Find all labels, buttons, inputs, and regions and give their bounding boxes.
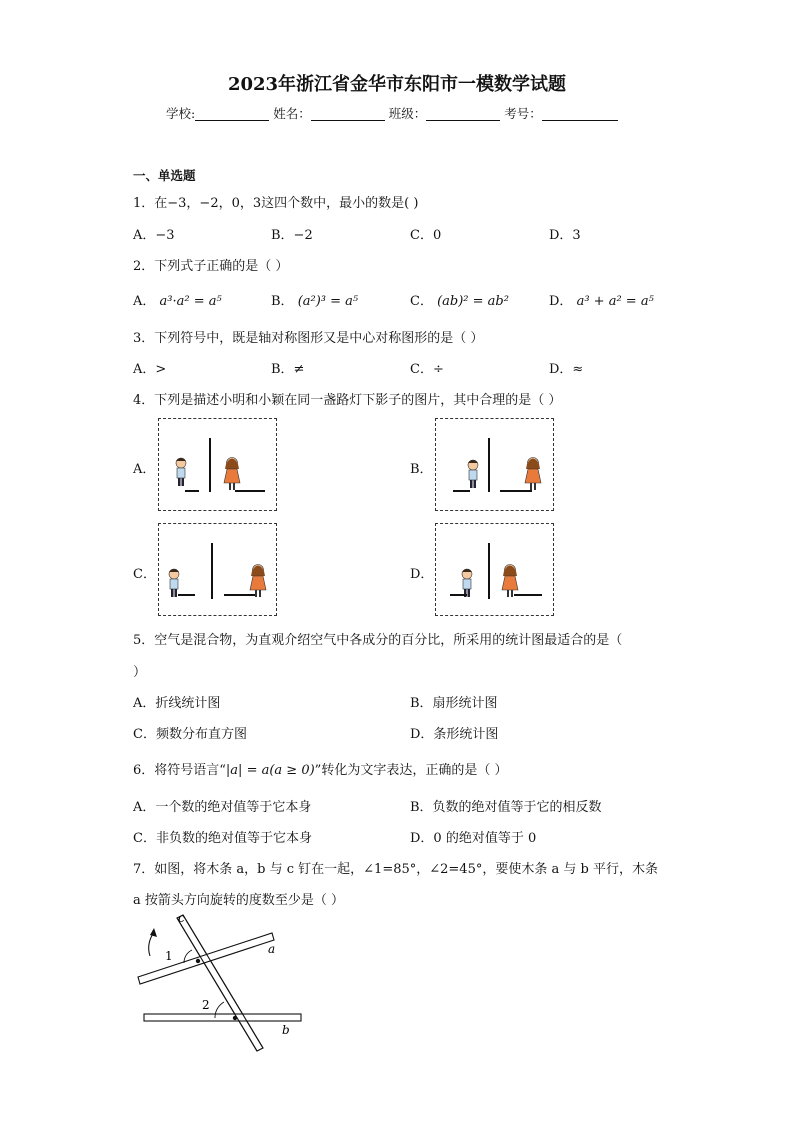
q2-option-a-label: A． (133, 294, 156, 309)
q6-stem-post: ”转化为文字表达，正确的是（ ） (314, 763, 508, 778)
q1-option-b[interactable]: B．−2 (271, 228, 313, 243)
streetlight-scene-c (159, 524, 278, 617)
girl-icon (525, 458, 541, 491)
q4-figure-b[interactable] (435, 418, 554, 511)
question-1-stem: 1．在−3，−2，0，3这四个数中，最小的数是( ) (133, 196, 419, 211)
label-a: a (268, 942, 276, 956)
q5-option-c[interactable]: C．频数分布直方图 (133, 727, 247, 742)
q6-option-d[interactable]: D．0 的绝对值等于 0 (410, 831, 537, 846)
exam-title: 2023年浙江省金华市东阳市一模数学试题 (227, 74, 567, 95)
q3-option-c[interactable]: C．÷ (410, 362, 444, 377)
question-7-stem-line2: a 按箭头方向旋转的度数至少是（ ） (133, 893, 345, 908)
q4-option-a[interactable]: A． (133, 462, 156, 477)
q3-option-d[interactable]: D．≈ (549, 362, 584, 377)
q1-option-a[interactable]: A．−3 (133, 228, 175, 243)
q4-figure-c[interactable] (158, 523, 277, 616)
q2-option-c[interactable] (410, 290, 509, 309)
q2-option-d[interactable] (549, 290, 654, 309)
q6-stem-pre: 6．将符号语言“ (133, 763, 226, 778)
school-label: 学校: (166, 106, 196, 121)
label-b: b (282, 1023, 290, 1037)
question-7-stem-line1: 7．如图，将木条 a，b 与 c 钉在一起，∠1=85°，∠2=45°，要使木条 a 与 b 平行，木条 (133, 862, 658, 877)
q4-option-b[interactable]: B． (410, 462, 433, 477)
q2-option-b-math: (a²)³ = a⁵ (297, 294, 359, 309)
name-label: 姓名： (273, 106, 311, 121)
q2-option-a[interactable] (133, 290, 222, 309)
school-field[interactable] (195, 106, 269, 121)
q7-figure (132, 910, 312, 1060)
section-title: 一、单选题 (133, 168, 196, 183)
streetlight-scene-a (159, 419, 278, 512)
nail-2 (233, 1016, 237, 1020)
stick-b (144, 1014, 301, 1021)
q5-option-d[interactable]: D．条形统计图 (410, 727, 499, 742)
q6-option-a[interactable]: A．一个数的绝对值等于它本身 (133, 800, 312, 815)
name-field[interactable] (311, 106, 385, 121)
question-2-stem: 2．下列式子正确的是（ ） (133, 259, 289, 274)
q3-option-a[interactable]: A．> (133, 362, 167, 377)
q1-option-c[interactable]: C．0 (410, 228, 442, 243)
q2-option-c-math: (ab)² = ab² (437, 294, 509, 309)
boy-icon (468, 460, 478, 488)
q4-option-c[interactable]: C． (133, 567, 156, 582)
student-info-row (166, 104, 618, 122)
stick-a (138, 933, 274, 984)
streetlight-scene-b (436, 419, 555, 512)
stick-c (177, 915, 263, 1051)
q5-option-b[interactable]: B．扇形统计图 (410, 696, 498, 711)
label-angle-1: 1 (165, 949, 173, 963)
girl-icon (224, 458, 240, 491)
question-4-stem: 4．下列是描述小明和小颖在同一盏路灯下影子的图片，其中合理的是（ ） (133, 393, 562, 408)
q2-option-b-label: B． (271, 294, 294, 309)
streetlight-scene-d (436, 524, 555, 617)
question-3-stem: 3．下列符号中，既是轴对称图形又是中心对称图形的是（ ） (133, 331, 484, 346)
boy-icon (176, 458, 186, 486)
question-5-stem-line2: ） (133, 665, 147, 680)
q2-option-a-math: a³·a² = a⁵ (159, 294, 222, 309)
class-field[interactable] (426, 106, 500, 121)
question-6-stem (133, 759, 507, 778)
boy-icon (462, 569, 472, 597)
class-label: 班级： (388, 106, 427, 121)
q1-option-d[interactable]: D．3 (549, 228, 581, 243)
q3-option-b[interactable]: B．≠ (271, 362, 305, 377)
q4-figure-d[interactable] (435, 523, 554, 616)
q2-option-d-label: D． (549, 294, 573, 309)
q2-option-b[interactable] (271, 290, 358, 309)
girl-icon (502, 565, 518, 598)
girl-icon (250, 565, 266, 598)
q6-stem-math: |a| = a(a ≥ 0) (225, 763, 315, 778)
nail-1 (196, 959, 200, 963)
id-label: 考号： (504, 106, 542, 121)
boy-icon (169, 569, 179, 597)
label-c: c (178, 911, 185, 925)
q2-option-c-label: C． (410, 294, 433, 309)
label-angle-2: 2 (202, 998, 210, 1012)
q5-option-a[interactable]: A．折线统计图 (133, 696, 221, 711)
q6-option-c[interactable]: C．非负数的绝对值等于它本身 (133, 831, 312, 846)
id-field[interactable] (542, 106, 618, 121)
q6-option-b[interactable]: B．负数的绝对值等于它的相反数 (410, 800, 602, 815)
q2-option-d-math: a³ + a² = a⁵ (576, 294, 654, 309)
question-5-stem-line1: 5．空气是混合物，为直观介绍空气中各成分的百分比，所采用的统计图最适合的是（ (133, 633, 623, 648)
q4-option-d[interactable]: D． (410, 567, 434, 582)
q4-figure-a[interactable] (158, 418, 277, 511)
